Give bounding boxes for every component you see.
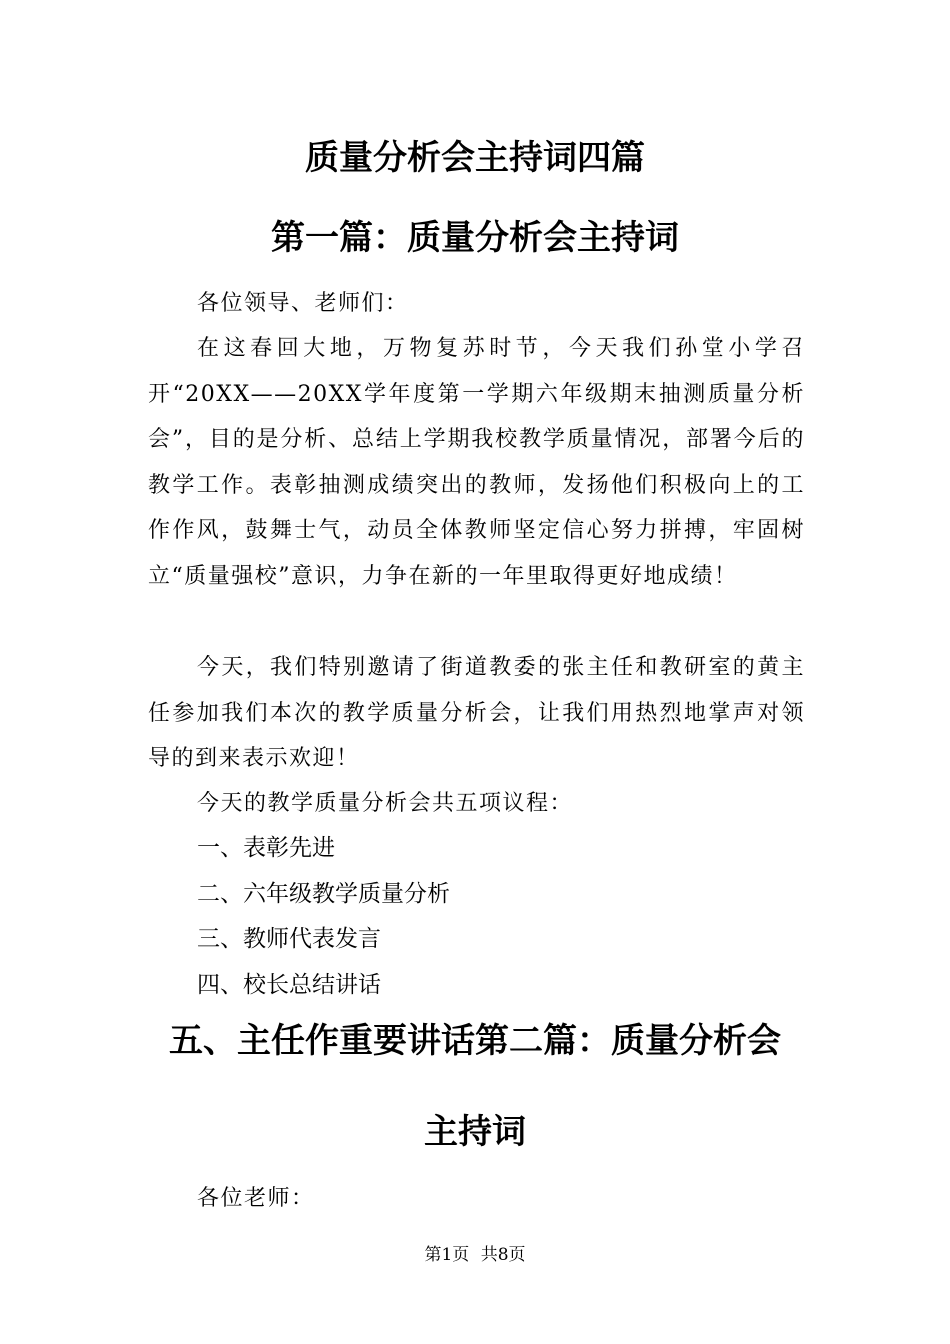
agenda-item: 二、六年级教学质量分析 (197, 880, 450, 907)
document-title: 质量分析会主持词四篇 (305, 138, 645, 178)
section2-heading-line1: 五、主任作重要讲话第二篇：质量分析会 (169, 1021, 781, 1061)
agenda-item: 四、校长总结讲话 (197, 971, 381, 998)
page-number: 第1页 (424, 1245, 470, 1265)
section2-greeting: 各位老师： (197, 1186, 315, 1211)
greeting-paragraph: 各位领导、老师们： (197, 291, 409, 316)
agenda-list (197, 826, 797, 1008)
welcome-paragraph: 今天，我们特别邀请了街道教委的张主任和教研室的黄主任参加我们本次的教学质量分析会，让我们用热烈地掌声对领导的到来表示欢迎！ (148, 655, 805, 771)
agenda-item: 三、教师代表发言 (197, 926, 381, 952)
page-footer (0, 1243, 950, 1267)
page-total: 共8页 (480, 1245, 526, 1265)
intro-paragraph: 在这春回大地，万物复苏时节，今天我们孙堂小学召开“20XX——20XX学年度第一学期六年级期末抽测质量分析会”，目的是分析、总结上学期我校教学质量情况，部署今后的教学工作。表彰抽测成绩突出的教师，发扬他们积极向上的工作作风，鼓舞士气，动员全体教师坚定信心努力拼搏，牢固树立“质量强校”意识，力争在新的一年里取得更好地成绩！ (148, 336, 805, 589)
agenda-item: 一、表彰先进 (197, 835, 335, 861)
agenda-intro: 今天的教学质量分析会共五项议程： (197, 791, 574, 816)
section2-heading-line2: 主持词 (424, 1112, 526, 1152)
section1-heading: 第一篇：质量分析会主持词 (271, 218, 679, 258)
